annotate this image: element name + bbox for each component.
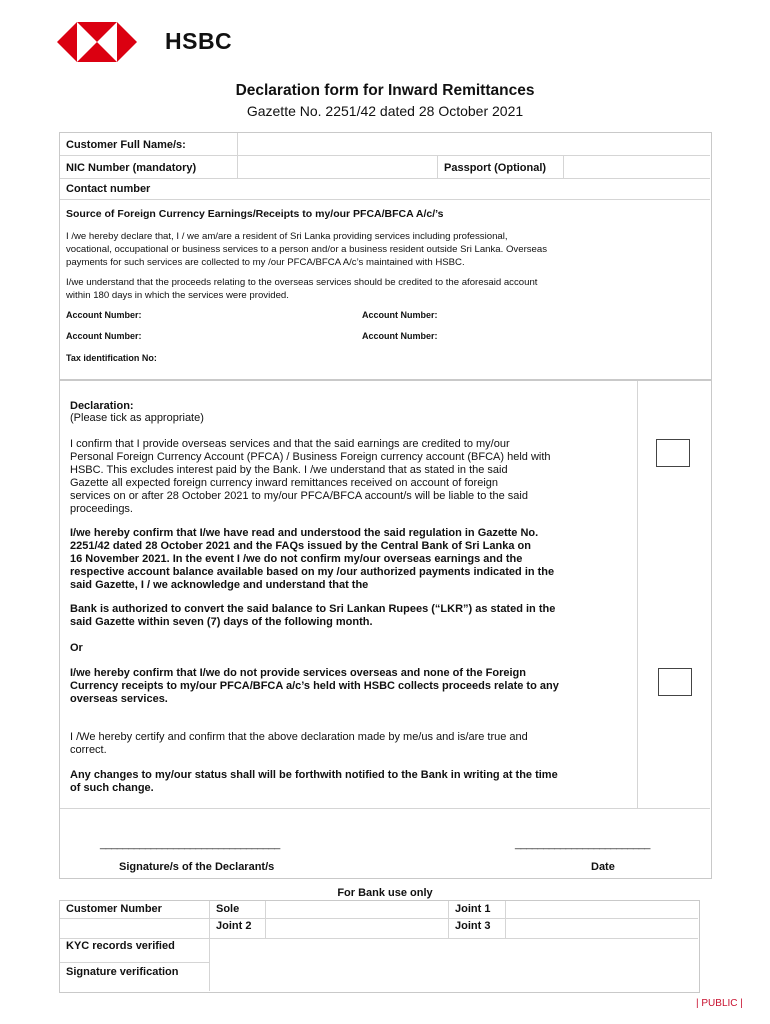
- account-number-label-1: Account Number:: [66, 310, 142, 320]
- option-1-checkbox[interactable]: [656, 439, 690, 467]
- sole-label: Sole: [216, 903, 240, 915]
- signature-verification-label: Signature verification: [66, 966, 179, 978]
- signature-label: Signature/s of the Declarant/s: [119, 861, 275, 873]
- source-heading: Source of Foreign Currency Earnings/Receipts to my/our PFCA/BFCA A/c/’s: [66, 208, 444, 220]
- customer-name-field[interactable]: [238, 133, 710, 155]
- customer-name-label: Customer Full Name/s:: [66, 139, 186, 151]
- nic-label: NIC Number (mandatory): [66, 162, 197, 174]
- joint-3-label: Joint 3: [455, 920, 491, 932]
- joint-2-label: Joint 2: [216, 920, 252, 932]
- passport-field[interactable]: [564, 156, 710, 178]
- date-line[interactable]: ________________________: [515, 838, 650, 850]
- nic-field[interactable]: [238, 156, 437, 178]
- form-subtitle: Gazette No. 2251/42 dated 28 October 2021: [246, 103, 524, 119]
- joint-1-label: Joint 1: [455, 903, 491, 915]
- tax-id-label: Tax identification No:: [66, 353, 157, 363]
- customer-number-label: Customer Number: [66, 903, 162, 915]
- signature-line[interactable]: ________________________________: [100, 838, 280, 850]
- passport-label: Passport (Optional): [444, 162, 547, 174]
- brand-name: HSBC: [165, 28, 233, 54]
- account-number-label-2: Account Number:: [362, 310, 438, 320]
- contact-field[interactable]: [238, 179, 710, 199]
- declaration-option-2: I/we hereby confirm that I/we do not provide services overseas and none of the Foreign Currency receipts to my/our PFCA/BFCA a/c’s held with HSBC collects proceeds relate to any overseas services.: [70, 667, 559, 705]
- source-para-1: I /we hereby declare that, I / we am/are a resident of Sri Lanka providing services including professional, vocational, occupational or business services to a person and/or a business resident outside Sri Lanka. Overseas payments for such services are collected to my /our PFCA/BFCA A/c’s maintained with HSBC.: [66, 231, 548, 268]
- declaration-option-1: I confirm that I provide overseas services and that the said earnings are credited to my/our Personal Foreign Currency Account (PFCA) / Business Foreign currency account (BFCA) held with HSBC. This excludes interest paid by the Bank. I /we understand that as stated in the said Gazette all expected foreign currency inward remittances received on account of foreign services on or after 28 October 2021 to my/our PFCA/BFCA account/s will be liable to the said proceedings.: [70, 438, 551, 515]
- kyc-verified-label: KYC records verified: [66, 940, 175, 952]
- joint-2-field[interactable]: [266, 919, 448, 938]
- option-2-checkbox[interactable]: [658, 668, 692, 696]
- account-number-label-4: Account Number:: [362, 331, 438, 341]
- declaration-status-changes: Any changes to my/our status shall will be forthwith notified to the Bank in writing at the time of such change.: [70, 769, 558, 794]
- account-number-label-3: Account Number:: [66, 331, 142, 341]
- joint-3-field[interactable]: [506, 919, 698, 938]
- or-separator: Or: [70, 642, 83, 654]
- declaration-heading: Declaration:: [70, 400, 134, 412]
- contact-label: Contact number: [66, 183, 151, 195]
- sole-field[interactable]: [266, 901, 448, 918]
- date-label: Date: [591, 861, 615, 873]
- joint-1-field[interactable]: [506, 901, 698, 918]
- form-title: Declaration form for Inward Remittances: [235, 82, 535, 99]
- declaration-confirm-regulation: I/we hereby confirm that I/we have read and understood the said regulation in Gazette No. 2251/42 dated 28 October 2021 and the FAQs issued by the Central Bank of Sri Lanka on 16 November 2021. In the event I /we do not confirm my/our overseas earnings and the respective account balance available based on my /our authorized payments indicated in the said Gazette, I / we acknowledge and understand that the: [70, 527, 555, 591]
- declaration-instruction: (Please tick as appropriate): [70, 412, 204, 424]
- declaration-certify: I /We hereby certify and confirm that the above declaration made by me/us and is/are true and correct.: [70, 731, 528, 756]
- declaration-conversion: Bank is authorized to convert the said balance to Sri Lankan Rupees (“LKR”) as stated in the said Gazette within seven (7) days of the following month.: [70, 603, 556, 628]
- bank-use-heading: For Bank use only: [337, 887, 433, 899]
- classification-label: | PUBLIC |: [696, 998, 743, 1009]
- source-para-2: I/we understand that the proceeds relating to the overseas services should be credited to the aforesaid account within 180 days in which the services were provided.: [66, 277, 538, 301]
